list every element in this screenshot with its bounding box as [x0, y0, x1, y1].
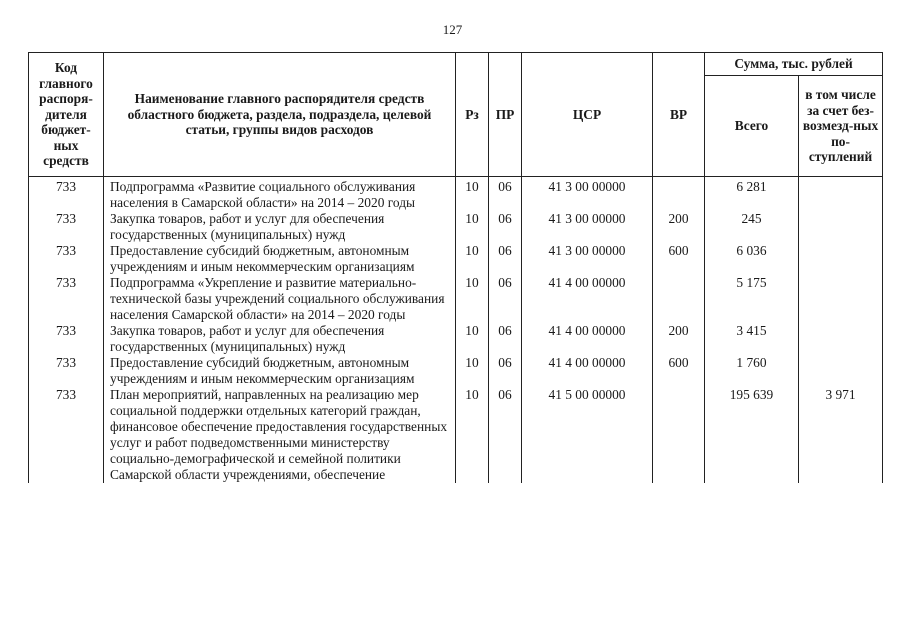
cell-csr: 41 4 00 00000: [522, 323, 653, 355]
cell-code: 733: [29, 355, 104, 387]
table-row: [29, 323, 883, 355]
cell-code: 733: [29, 243, 104, 275]
cell-code: 733: [29, 387, 104, 483]
cell-pr: 06: [489, 243, 522, 275]
cell-pr: 06: [489, 177, 522, 212]
cell-incl: [799, 275, 883, 323]
cell-total: 195 639: [705, 387, 799, 483]
header-rz: Рз: [456, 53, 489, 177]
cell-incl: 3 971: [799, 387, 883, 483]
cell-vr: 600: [653, 355, 705, 387]
cell-code: 733: [29, 323, 104, 355]
cell-incl: [799, 211, 883, 243]
cell-incl: [799, 355, 883, 387]
cell-rz: 10: [456, 323, 489, 355]
table-row: [29, 243, 883, 275]
cell-name: Предоставление субсидий бюджетным, автономным учреждениям и иным некоммерческим организациям: [104, 243, 456, 275]
header-vr: ВР: [653, 53, 705, 177]
cell-name: Закупка товаров, работ и услуг для обеспечения государственных (муниципальных) нужд: [104, 323, 456, 355]
cell-csr: 41 4 00 00000: [522, 275, 653, 323]
cell-incl: [799, 177, 883, 212]
cell-code: 733: [29, 211, 104, 243]
cell-csr: 41 3 00 00000: [522, 243, 653, 275]
header-pr: ПР: [489, 53, 522, 177]
cell-name: Предоставление субсидий бюджетным, автономным учреждениям и иным некоммерческим организациям: [104, 355, 456, 387]
cell-pr: 06: [489, 323, 522, 355]
cell-vr: 200: [653, 211, 705, 243]
table-row: [29, 355, 883, 387]
cell-name: Подпрограмма «Развитие социального обслуживания населения в Самарской области» на 2014 – 2020 годы: [104, 177, 456, 212]
cell-csr: 41 4 00 00000: [522, 355, 653, 387]
header-csr: ЦСР: [522, 53, 653, 177]
cell-name: Закупка товаров, работ и услуг для обеспечения государственных (муниципальных) нужд: [104, 211, 456, 243]
cell-rz: 10: [456, 177, 489, 212]
cell-total: 6 036: [705, 243, 799, 275]
table-row: [29, 275, 883, 323]
cell-total: 6 281: [705, 177, 799, 212]
cell-incl: [799, 243, 883, 275]
table-row: [29, 177, 883, 212]
cell-total: 5 175: [705, 275, 799, 323]
cell-csr: 41 3 00 00000: [522, 211, 653, 243]
page-number: 127: [442, 22, 463, 37]
cell-code: 733: [29, 275, 104, 323]
cell-vr: [653, 275, 705, 323]
cell-vr: 200: [653, 323, 705, 355]
header-name: Наименование главного распорядителя средств областного бюджета, раздела, подраздела, целевой статьи, группы видов расходов: [104, 53, 456, 177]
budget-table: [28, 52, 883, 483]
cell-code: 733: [29, 177, 104, 212]
cell-pr: 06: [489, 387, 522, 483]
cell-vr: 600: [653, 243, 705, 275]
header-incl: в том числе за счет без-возмезд-ных по-ступлений: [799, 76, 883, 177]
cell-csr: 41 5 00 00000: [522, 387, 653, 483]
cell-total: 3 415: [705, 323, 799, 355]
cell-rz: 10: [456, 211, 489, 243]
cell-rz: 10: [456, 387, 489, 483]
cell-rz: 10: [456, 275, 489, 323]
table-row: [29, 387, 883, 483]
cell-name: План мероприятий, направленных на реализацию мер социальной поддержки отдельных категорий граждан, финансовое обеспечение предоставления государственных услуг и работ подведомственными министерству социально-демографической и семейной политики Самарской области учреждениями, обеспечение: [104, 387, 456, 483]
cell-pr: 06: [489, 275, 522, 323]
cell-pr: 06: [489, 211, 522, 243]
header-total: Всего: [705, 76, 799, 177]
header-code: Код главного распоря-дителя бюджет-ных средств: [29, 53, 104, 177]
table-row: [29, 211, 883, 243]
cell-csr: 41 3 00 00000: [522, 177, 653, 212]
header-sum: Сумма, тыс. рублей: [705, 53, 883, 76]
cell-vr: [653, 387, 705, 483]
cell-vr: [653, 177, 705, 212]
cell-total: 245: [705, 211, 799, 243]
cell-pr: 06: [489, 355, 522, 387]
cell-total: 1 760: [705, 355, 799, 387]
cell-rz: 10: [456, 243, 489, 275]
cell-incl: [799, 323, 883, 355]
cell-rz: 10: [456, 355, 489, 387]
cell-name: Подпрограмма «Укрепление и развитие материально-технической базы учреждений социального обслуживания населения Самарской области» на 2014 – 2020 годы: [104, 275, 456, 323]
